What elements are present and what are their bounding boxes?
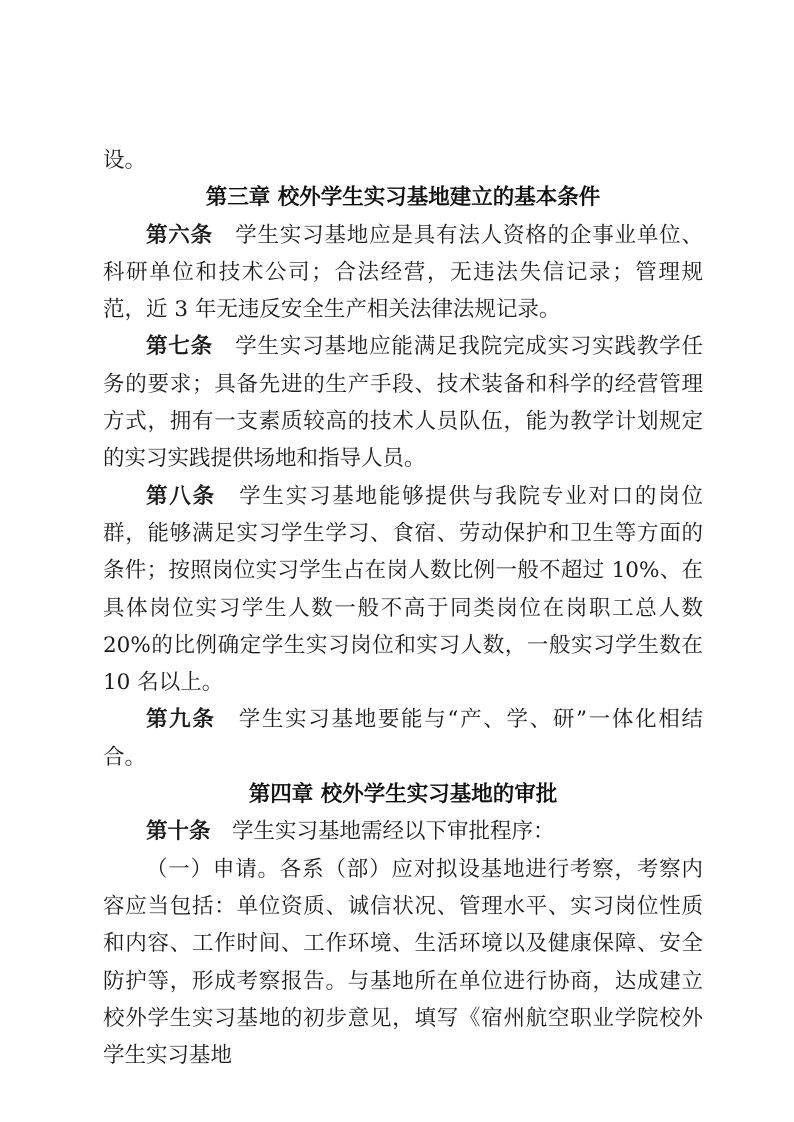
article-6-text: 学生实习基地应是具有法人资格的企事业单位、科研单位和技术公司；合法经营，无违法失信记录；管理规范，近 3 年无违反安全生产相关法律法规记录。 <box>103 222 703 323</box>
paragraph-item-1-application <box>103 851 703 1075</box>
item-1-text: （一）申请。各系（部）应对拟设基地进行考察，考察内容应当包括：单位资质、诚信状况、管理水平、实习岗位性质和内容、工作时间、工作环境、生活环境以及健康保障、安全防护等，形成考察报告。与基地所在单位进行协商，达成建立校外学生实习基地的初步意见，填写《宿州航空职业学院校外学生实习基地 <box>103 856 703 1069</box>
paragraph-article-6 <box>103 217 703 329</box>
article-6-number: 第六条 <box>146 222 213 248</box>
article-8-number: 第八条 <box>146 483 216 509</box>
article-10-number: 第十条 <box>146 819 211 845</box>
article-7-number: 第七条 <box>146 334 213 360</box>
chapter-3-heading: 第三章 校外学生实习基地建立的基本条件 <box>205 185 601 211</box>
continuation-text: 设。 <box>103 148 147 173</box>
article-9-number: 第九条 <box>146 707 216 733</box>
article-9-text: 学生实习基地要能与“产、学、研”一体化相结合。 <box>103 707 703 770</box>
paragraph-article-10 <box>103 813 703 850</box>
chapter-4-heading: 第四章 校外学生实习基地的审批 <box>248 782 558 808</box>
article-10-text: 学生实习基地需经以下审批程序： <box>210 819 555 845</box>
paragraph-continuation <box>103 142 703 179</box>
paragraph-article-7 <box>103 328 703 477</box>
paragraph-article-9 <box>103 701 703 776</box>
article-7-text: 学生实习基地应能满足我院完成实习实践教学任务的要求；具备先进的生产手段、技术装备和科学的经营管理方式，拥有一支素质较高的技术人员队伍，能为教学计划规定的实习实践提供场地和指导人员。 <box>103 334 703 472</box>
article-8-text: 学生实习基地能够提供与我院专业对口的岗位群，能够满足实习学生学习、食宿、劳动保护和卫生等方面的条件；按照岗位实习学生占在岗人数比例一般不超过 10%、在具体岗位实习学生人数一般不高于同类岗位在岗职工总人数 20%的比例确定学生实习岗位和实习人数，一般实习学生数在 10 名以上。 <box>103 483 703 696</box>
paragraph-article-8 <box>103 478 703 702</box>
